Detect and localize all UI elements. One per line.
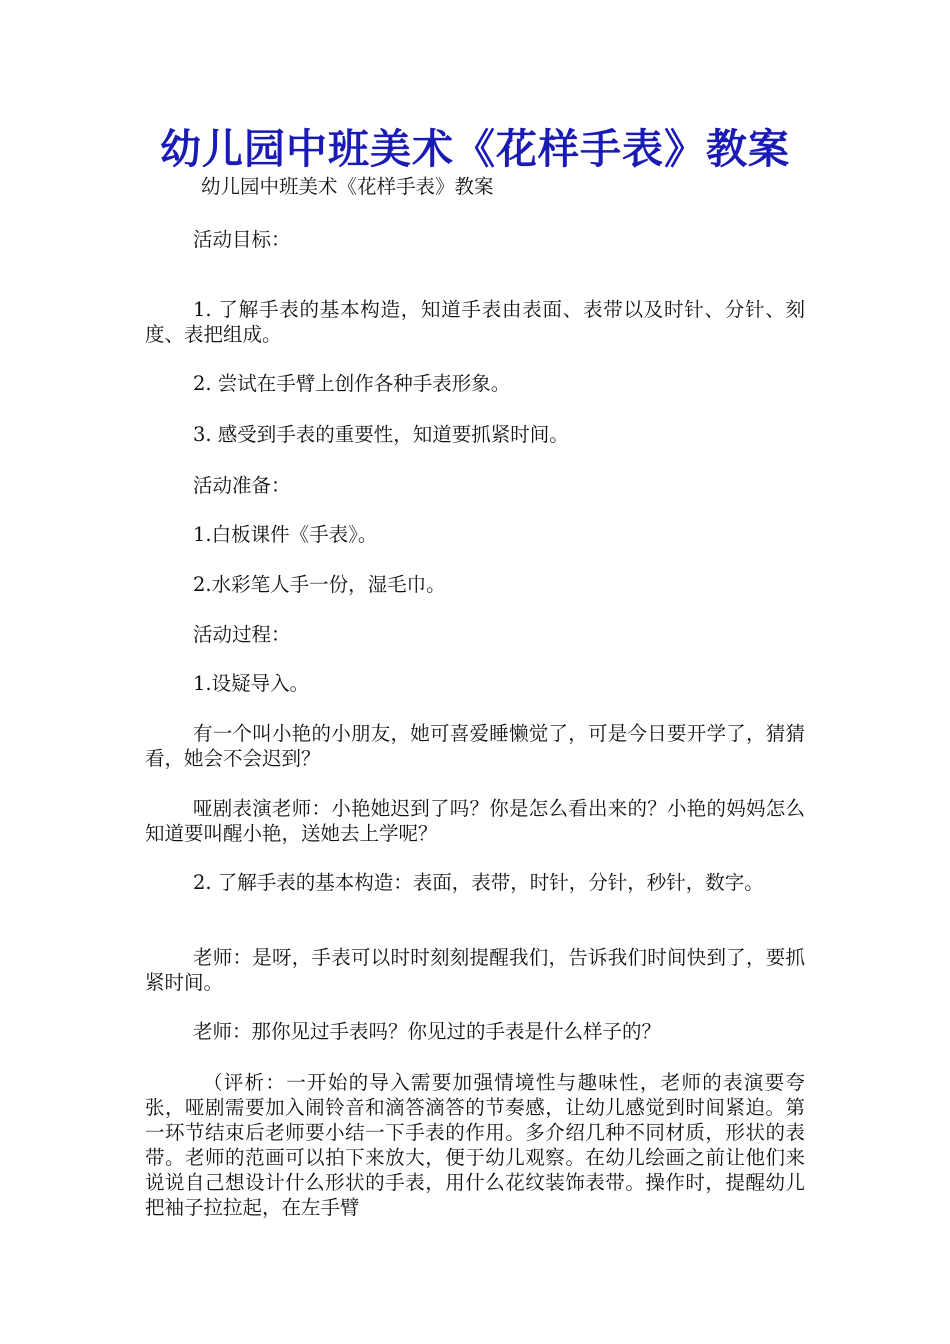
subtitle-paragraph: 幼儿园中班美术《花样手表》教案 [201, 175, 494, 198]
process-step-1: 1.设疑导入。 [193, 672, 310, 695]
process-paragraph-teacher-1: 老师：是呀，手表可以时时刻刻提醒我们，告诉我们时间快到了，要抓紧时间。 [145, 946, 805, 994]
goal-item-1: 1. 了解手表的基本构造，知道手表由表面、表带以及时针、分针、刻度、表把组成。 [145, 298, 805, 346]
preparation-item-1: 1.白板课件《手表》。 [193, 523, 378, 546]
preparation-item-2: 2.水彩笔人手一份，湿毛巾。 [193, 573, 446, 596]
process-paragraph-mime: 哑剧表演老师：小艳她迟到了吗？你是怎么看出来的？小艳的妈妈怎么知道要叫醒小艳，送她去上学呢？ [145, 797, 805, 845]
section-heading-process: 活动过程： [193, 623, 291, 646]
process-paragraph-story: 有一个叫小艳的小朋友，她可喜爱睡懒觉了，可是今日要开学了，猜猜看，她会不会迟到？ [145, 722, 805, 770]
section-heading-preparation: 活动准备： [193, 474, 291, 497]
goal-item-3: 3. 感受到手表的重要性，知道要抓紧时间。 [193, 423, 569, 446]
evaluation-note: （评析：一开始的导入需要加强情境性与趣味性，老师的表演要夸张，哑剧需要加入闹铃音和滴答滴答的节奏感，让幼儿感觉到时间紧迫。第一环节结束后老师要小结一下手表的作用。多介绍几种不同材质，形状的表带。老师的范画可以拍下来放大，便于幼儿观察。在幼儿绘画之前让他们来说说自己想设计什么形状的手表，用什么花纹装饰表带。操作时，提醒幼儿把袖子拉拉起，在左手臂 [145, 1071, 805, 1219]
goal-item-2: 2. 尝试在手臂上创作各种手表形象。 [193, 372, 511, 395]
process-paragraph-teacher-2: 老师：那你见过手表吗？你见过的手表是什么样子的？ [193, 1020, 662, 1043]
section-heading-goals: 活动目标： [193, 228, 291, 251]
document-title: 幼儿园中班美术《花样手表》教案 [160, 125, 790, 173]
process-step-2: 2. 了解手表的基本构造：表面，表带，时针，分针，秒针，数字。 [193, 871, 764, 894]
